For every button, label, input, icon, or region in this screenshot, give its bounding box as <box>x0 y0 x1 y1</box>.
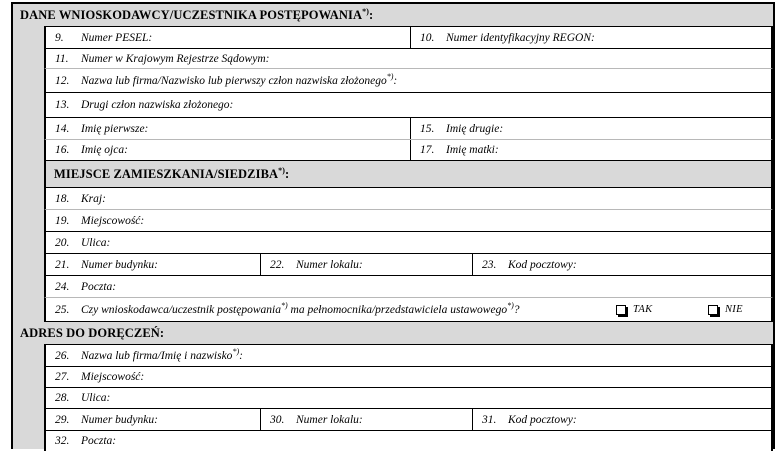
field-label-23: Kod pocztowy: <box>508 258 577 271</box>
field-label-25-superscript1: *) <box>280 300 288 310</box>
checkbox-option-nie[interactable] <box>708 298 743 321</box>
field-label-11: Numer w Krajowym Rejestrze Sądowym: <box>81 52 270 65</box>
field-number-14: 14. <box>55 122 70 135</box>
field-number-22: 22. <box>270 258 285 271</box>
checkbox-tak-label: TAK <box>633 304 653 315</box>
field-cell-11[interactable] <box>46 49 771 68</box>
field-cell-19[interactable] <box>46 210 771 231</box>
left-gutter-section-1 <box>13 26 44 161</box>
field-label-10: Numer identyfikacyjny REGON: <box>446 31 595 44</box>
field-row-27[interactable] <box>44 366 773 387</box>
field-cell-17[interactable] <box>410 140 771 160</box>
left-gutter-section-3 <box>13 344 44 449</box>
field-cell-21[interactable] <box>46 254 260 275</box>
field-label-26-superscript: *) <box>232 346 240 356</box>
field-number-9: 9. <box>55 31 64 44</box>
left-gutter-section-2 <box>13 187 44 322</box>
checkbox-nie-box[interactable] <box>708 305 718 315</box>
left-gutter-section-2-header <box>13 161 44 187</box>
field-label-28: Ulica: <box>81 392 111 404</box>
field-number-10: 10. <box>420 31 435 44</box>
section-header-dane-text: DANE WNIOSKODAWCY/UCZESTNIKA POSTĘPOWANIA <box>20 7 363 22</box>
field-number-30: 30. <box>270 413 285 426</box>
field-row-24[interactable] <box>44 275 773 297</box>
field-number-11: 11. <box>55 52 69 65</box>
field-cell-26[interactable] <box>46 345 771 366</box>
field-row-19[interactable] <box>44 209 773 231</box>
field-label-9: Numer PESEL: <box>81 31 153 44</box>
field-row-18[interactable] <box>44 187 773 209</box>
field-cell-32[interactable] <box>46 431 771 451</box>
field-number-32: 32. <box>55 435 70 447</box>
field-number-21: 21. <box>55 258 70 271</box>
field-number-23: 23. <box>482 258 497 271</box>
field-label-26 <box>81 346 243 362</box>
field-cell-28[interactable] <box>46 388 771 408</box>
field-row-14-15 <box>44 117 773 139</box>
field-row-28[interactable] <box>44 387 773 408</box>
field-label-26-suffix: : <box>239 349 243 362</box>
field-number-29: 29. <box>55 413 70 426</box>
field-label-13: Drugi człon nazwiska złożonego: <box>81 99 234 111</box>
field-label-12-text: Nazwa lub firma/Nazwisko lub pierwszy człon nazwiska złożonego <box>81 74 387 87</box>
field-cell-14[interactable] <box>46 118 410 139</box>
field-row-16-17 <box>44 139 773 161</box>
field-cell-20[interactable] <box>46 232 771 253</box>
section-header-miejsce-superscript: *) <box>278 165 286 175</box>
field-label-25-part3: ? <box>513 303 520 316</box>
section-header-dane-wnioskodawcy <box>13 4 773 26</box>
field-row-32[interactable] <box>44 430 773 451</box>
field-label-25-part1: Czy wnioskodawca/uczestnik postępowania <box>81 303 281 316</box>
field-label-26-text: Nazwa lub firma/Imię i nazwisko <box>81 349 233 362</box>
field-number-18: 18. <box>55 192 70 205</box>
field-number-26: 26. <box>55 349 70 362</box>
field-label-29: Numer budynku: <box>81 413 158 426</box>
field-label-12-superscript: *) <box>386 71 394 81</box>
section-header-dane-wnioskodawcy-label <box>13 8 373 23</box>
field-number-17: 17. <box>420 144 435 156</box>
section-header-adres-do-doreczen <box>13 322 773 344</box>
field-row-9-10 <box>44 26 773 48</box>
section-header-miejsce-suffix: : <box>285 166 290 181</box>
field-cell-13[interactable] <box>46 93 771 117</box>
section-header-adres-label: ADRES DO DORĘCZEŃ: <box>20 325 165 340</box>
field-row-29-30-31 <box>44 408 773 430</box>
field-cell-24[interactable] <box>46 276 771 297</box>
field-number-27: 27. <box>55 371 70 383</box>
field-cell-12[interactable] <box>46 69 771 92</box>
field-number-13: 13. <box>55 99 70 111</box>
field-number-20: 20. <box>55 236 70 249</box>
field-row-11[interactable] <box>44 48 773 68</box>
field-cell-15[interactable] <box>410 118 771 139</box>
checkbox-nie-label: NIE <box>725 304 743 315</box>
field-label-19: Miejscowość: <box>81 214 145 227</box>
field-label-18: Kraj: <box>81 192 106 205</box>
field-label-30: Numer lokalu: <box>296 413 363 426</box>
field-number-28: 28. <box>55 392 70 404</box>
field-label-25-part2: ma pełnomocnika/przedstawiciela ustawowego <box>287 303 508 316</box>
field-label-16: Imię ojca: <box>81 144 128 156</box>
field-label-14: Imię pierwsze: <box>81 122 149 135</box>
field-label-12 <box>81 71 398 87</box>
field-cell-30[interactable] <box>260 409 473 430</box>
section-header-miejsce-label <box>46 167 289 182</box>
field-number-19: 19. <box>55 214 70 227</box>
field-cell-9[interactable] <box>46 27 410 48</box>
field-number-31: 31. <box>482 413 497 426</box>
field-row-21-22-23 <box>44 253 773 275</box>
field-label-20: Ulica: <box>81 236 111 249</box>
field-row-12[interactable] <box>44 68 773 92</box>
section-header-miejsce-text: MIEJSCE ZAMIESZKANIA/SIEDZIBA <box>54 166 279 181</box>
section-header-dane-suffix: : <box>369 7 374 22</box>
field-number-15: 15. <box>420 122 435 135</box>
field-label-17: Imię matki: <box>446 144 499 156</box>
field-number-16: 16. <box>55 144 70 156</box>
field-number-25: 25. <box>55 303 70 316</box>
checkbox-tak-box[interactable] <box>616 305 626 315</box>
field-label-25 <box>81 300 520 316</box>
field-label-31: Kod pocztowy: <box>508 413 577 426</box>
field-cell-10[interactable] <box>410 27 771 48</box>
field-label-22: Numer lokalu: <box>296 258 363 271</box>
field-label-27: Miejscowość: <box>81 371 145 383</box>
field-cell-16[interactable] <box>46 140 410 160</box>
field-number-12: 12. <box>55 74 70 87</box>
field-row-13[interactable] <box>44 92 773 117</box>
section-header-dane-superscript: *) <box>362 6 369 16</box>
field-label-24: Poczta: <box>81 280 117 293</box>
field-label-32: Poczta: <box>81 435 117 447</box>
field-label-15: Imię drugie: <box>446 122 504 135</box>
section-header-miejsce-zamieszkania <box>44 161 773 187</box>
field-row-25 <box>44 297 773 322</box>
field-label-12-suffix: : <box>393 74 398 87</box>
field-cell-18[interactable] <box>46 188 771 209</box>
field-row-26[interactable] <box>44 344 773 366</box>
field-row-20[interactable] <box>44 231 773 253</box>
field-cell-31[interactable] <box>472 409 771 430</box>
field-cell-29[interactable] <box>46 409 260 430</box>
field-number-24: 24. <box>55 280 70 293</box>
field-cell-22[interactable] <box>260 254 473 275</box>
field-label-21: Numer budynku: <box>81 258 158 271</box>
checkbox-option-tak[interactable] <box>616 298 652 321</box>
field-cell-27[interactable] <box>46 367 771 387</box>
field-label-25-superscript2: *) <box>507 300 514 310</box>
field-cell-25[interactable] <box>46 298 771 321</box>
field-cell-23[interactable] <box>472 254 771 275</box>
